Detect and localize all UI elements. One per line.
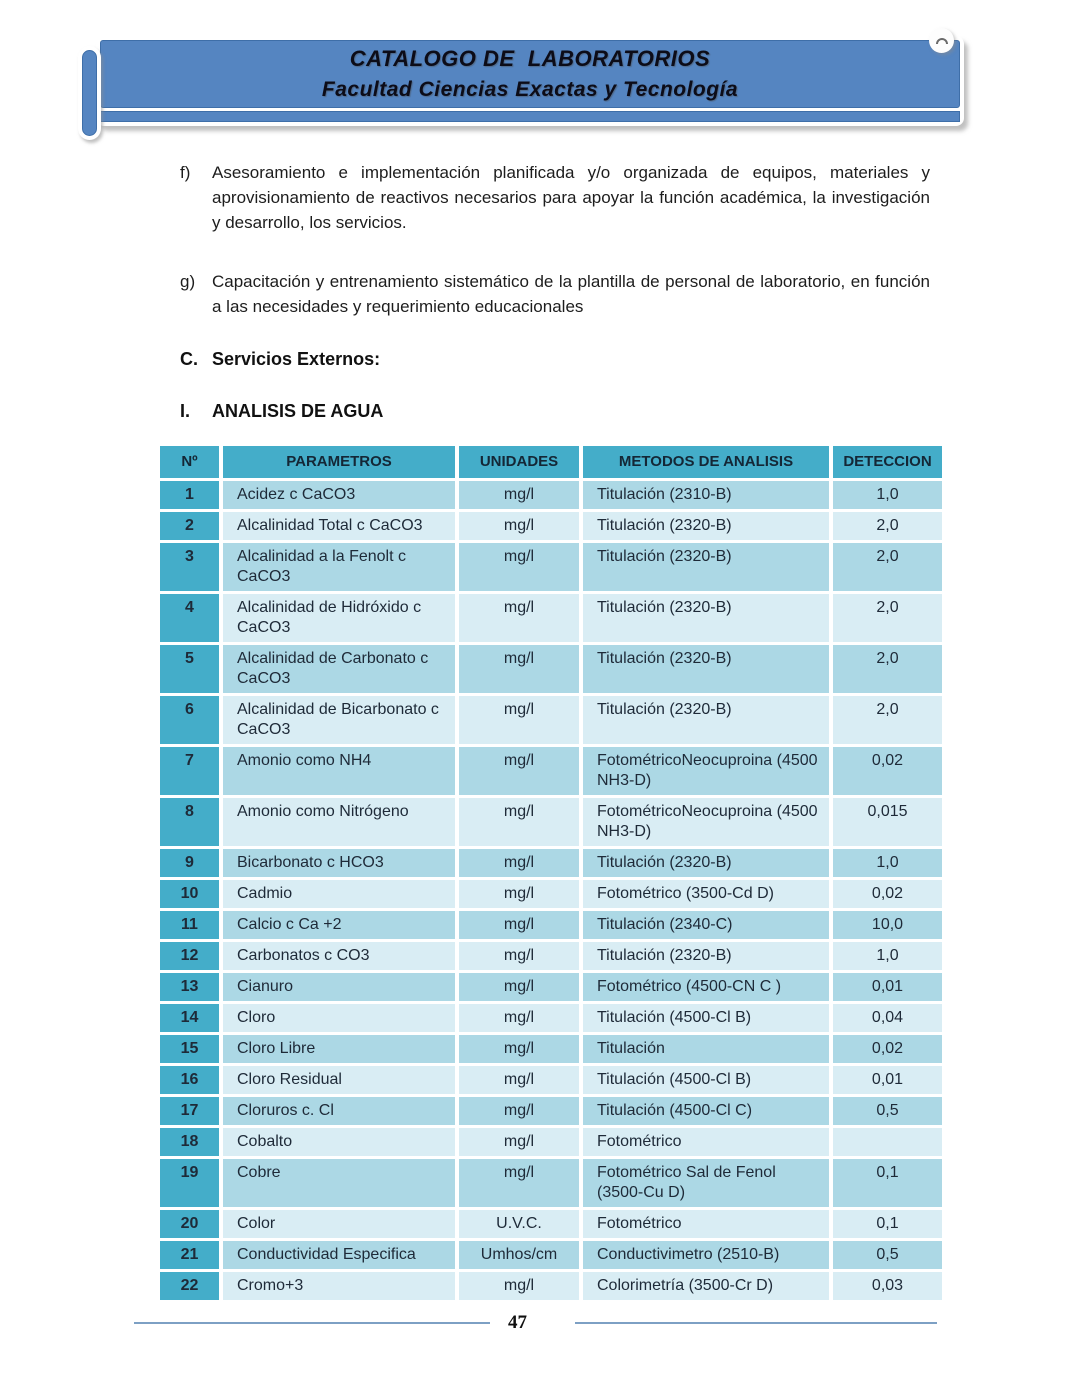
detection-cell: 2,0: [833, 594, 942, 642]
parameter-cell: Alcalinidad Total c CaCO3: [223, 512, 455, 540]
table-row: [160, 645, 942, 693]
unit-cell: mg/l: [459, 696, 579, 744]
method-cell: Colorimetría (3500-Cr D): [583, 1272, 829, 1300]
row-number-cell: 16: [160, 1066, 219, 1094]
method-cell: Titulación (4500-Cl B): [583, 1066, 829, 1094]
method-cell: Titulación (2320-B): [583, 696, 829, 744]
row-number-cell: 22: [160, 1272, 219, 1300]
unit-cell: Umhos/cm: [459, 1241, 579, 1269]
table-row: [160, 1035, 942, 1063]
unit-cell: mg/l: [459, 1272, 579, 1300]
detection-cell: [833, 1128, 942, 1156]
unit-cell: mg/l: [459, 880, 579, 908]
parameter-cell: Alcalinidad a la Fenolt c CaCO3: [223, 543, 455, 591]
row-number-cell: 20: [160, 1210, 219, 1238]
banner-scroll-shape: [96, 36, 964, 126]
row-number-cell: 3: [160, 543, 219, 591]
unit-cell: mg/l: [459, 1066, 579, 1094]
parameter-cell: Cloruros c. Cl: [223, 1097, 455, 1125]
parameter-cell: Bicarbonato c HCO3: [223, 849, 455, 877]
unit-cell: mg/l: [459, 911, 579, 939]
column-header-deteccion: DETECCION: [833, 446, 942, 478]
scroll-curl-icon: [929, 28, 954, 53]
detection-cell: 0,02: [833, 880, 942, 908]
heading-text-analisis: ANALISIS DE AGUA: [212, 401, 384, 421]
column-header-number: Nº: [160, 446, 219, 478]
banner-left-roll: [78, 46, 101, 140]
parameter-cell: Cloro Libre: [223, 1035, 455, 1063]
column-header-unidades: UNIDADES: [459, 446, 579, 478]
list-marker-g: g): [180, 272, 196, 291]
water-analysis-table: [156, 443, 946, 1303]
method-cell: Titulación (2320-B): [583, 594, 829, 642]
row-number-cell: 1: [160, 481, 219, 509]
detection-cell: 0,1: [833, 1159, 942, 1207]
parameter-cell: Amonio como Nitrógeno: [223, 798, 455, 846]
table-row: [160, 1241, 942, 1269]
parameter-cell: Alcalinidad de Bicarbonato c CaCO3: [223, 696, 455, 744]
parameter-cell: Amonio como NH4: [223, 747, 455, 795]
method-cell: Fotométrico Sal de Fenol (3500-Cu D): [583, 1159, 829, 1207]
detection-cell: 1,0: [833, 942, 942, 970]
row-number-cell: 8: [160, 798, 219, 846]
header-row: [160, 446, 942, 478]
paragraph-f-text: Asesoramiento e implementación planificada y/o organizada de equipos, materiales y aprovisionamiento de reactivos necesarios para apoyar la función académica, la investigación y desarrollo, los servicios.: [212, 163, 930, 232]
table-row: [160, 942, 942, 970]
method-cell: Titulación (2320-B): [583, 512, 829, 540]
parameter-cell: Cadmio: [223, 880, 455, 908]
parameter-cell: Cobre: [223, 1159, 455, 1207]
row-number-cell: 11: [160, 911, 219, 939]
row-number-cell: 13: [160, 973, 219, 1001]
paragraph-g: [180, 269, 930, 319]
parameter-cell: Cianuro: [223, 973, 455, 1001]
row-number-cell: 9: [160, 849, 219, 877]
parameter-cell: Conductividad Especifica: [223, 1241, 455, 1269]
unit-cell: mg/l: [459, 645, 579, 693]
table-row: [160, 1159, 942, 1207]
parameter-cell: Color: [223, 1210, 455, 1238]
banner-face: [100, 40, 960, 108]
method-cell: FotométricoNeocuproina (4500 NH3-D): [583, 798, 829, 846]
row-number-cell: 19: [160, 1159, 219, 1207]
row-number-cell: 5: [160, 645, 219, 693]
page-number: 47: [508, 1312, 527, 1333]
table-row: [160, 1004, 942, 1032]
detection-cell: 0,5: [833, 1097, 942, 1125]
unit-cell: mg/l: [459, 973, 579, 1001]
method-cell: Fotométrico: [583, 1210, 829, 1238]
row-number-cell: 4: [160, 594, 219, 642]
table-row: [160, 1097, 942, 1125]
method-cell: Titulación (2340-C): [583, 911, 829, 939]
footer-rule-right: [575, 1322, 937, 1324]
unit-cell: mg/l: [459, 481, 579, 509]
table-row: [160, 512, 942, 540]
parameter-cell: Acidez c CaCO3: [223, 481, 455, 509]
unit-cell: mg/l: [459, 1159, 579, 1207]
detection-cell: 0,015: [833, 798, 942, 846]
section-heading-analisis-de-agua: [180, 401, 930, 422]
method-cell: Fotométrico: [583, 1128, 829, 1156]
unit-cell: mg/l: [459, 849, 579, 877]
table-row: [160, 849, 942, 877]
unit-cell: mg/l: [459, 747, 579, 795]
table-row: [160, 1066, 942, 1094]
unit-cell: mg/l: [459, 1097, 579, 1125]
detection-cell: 0,03: [833, 1272, 942, 1300]
detection-cell: 0,01: [833, 973, 942, 1001]
unit-cell: mg/l: [459, 512, 579, 540]
parameter-cell: Cobalto: [223, 1128, 455, 1156]
method-cell: Fotométrico (4500-CN C ): [583, 973, 829, 1001]
page-content: [0, 138, 1071, 1303]
analysis-table-head: [160, 446, 942, 478]
unit-cell: mg/l: [459, 1035, 579, 1063]
detection-cell: 0,02: [833, 1035, 942, 1063]
row-number-cell: 15: [160, 1035, 219, 1063]
banner-left-roll-fill: [82, 50, 97, 136]
table-row: [160, 880, 942, 908]
paragraph-g-text: Capacitación y entrenamiento sistemático de la plantilla de personal de laboratorio, en función a las necesidades y requerimiento educacionales: [212, 272, 930, 316]
table-row: [160, 1272, 942, 1300]
detection-cell: 0,5: [833, 1241, 942, 1269]
parameter-cell: Alcalinidad de Hidróxido c CaCO3: [223, 594, 455, 642]
table-row: [160, 594, 942, 642]
detection-cell: 10,0: [833, 911, 942, 939]
table-row: [160, 543, 942, 591]
detection-cell: 0,1: [833, 1210, 942, 1238]
row-number-cell: 7: [160, 747, 219, 795]
method-cell: Titulación (2320-B): [583, 543, 829, 591]
faculty-subtitle: Facultad Ciencias Exactas y Tecnología: [321, 77, 739, 101]
table-row: [160, 798, 942, 846]
parameter-cell: Alcalinidad de Carbonato c CaCO3: [223, 645, 455, 693]
method-cell: Conductivimetro (2510-B): [583, 1241, 829, 1269]
column-header-parametros: PARAMETROS: [223, 446, 455, 478]
detection-cell: 0,02: [833, 747, 942, 795]
header-banner: [74, 28, 968, 138]
table-row: [160, 1128, 942, 1156]
table-row: [160, 911, 942, 939]
footer-rule-left: [134, 1322, 490, 1324]
method-cell: Titulación (2320-B): [583, 849, 829, 877]
method-cell: Titulación (2320-B): [583, 645, 829, 693]
parameter-cell: Calcio c Ca +2: [223, 911, 455, 939]
detection-cell: 0,04: [833, 1004, 942, 1032]
unit-cell: mg/l: [459, 543, 579, 591]
method-cell: Fotométrico (3500-Cd D): [583, 880, 829, 908]
table-row: [160, 747, 942, 795]
row-number-cell: 21: [160, 1241, 219, 1269]
analysis-table-body: [160, 481, 942, 1300]
row-number-cell: 14: [160, 1004, 219, 1032]
table-row: [160, 1210, 942, 1238]
page-footer: [0, 1308, 1071, 1338]
heading-marker-c: C.: [180, 349, 198, 369]
unit-cell: mg/l: [459, 1128, 579, 1156]
parameter-cell: Carbonatos c CO3: [223, 942, 455, 970]
unit-cell: mg/l: [459, 1004, 579, 1032]
table-row: [160, 973, 942, 1001]
row-number-cell: 12: [160, 942, 219, 970]
method-cell: Titulación (4500-Cl B): [583, 1004, 829, 1032]
row-number-cell: 10: [160, 880, 219, 908]
section-heading-servicios-externos: [180, 349, 930, 370]
unit-cell: mg/l: [459, 798, 579, 846]
method-cell: FotométricoNeocuproina (4500 NH3-D): [583, 747, 829, 795]
column-header-metodos: METODOS DE ANALISIS: [583, 446, 829, 478]
detection-cell: 0,01: [833, 1066, 942, 1094]
method-cell: Titulación: [583, 1035, 829, 1063]
parameter-cell: Cromo+3: [223, 1272, 455, 1300]
method-cell: Titulación (4500-Cl C): [583, 1097, 829, 1125]
parameter-cell: Cloro Residual: [223, 1066, 455, 1094]
banner-bottom-strip: [100, 111, 960, 122]
row-number-cell: 2: [160, 512, 219, 540]
table-row: [160, 481, 942, 509]
paragraph-f: [180, 160, 930, 235]
heading-text-servicios: Servicios Externos:: [212, 349, 381, 369]
detection-cell: 2,0: [833, 645, 942, 693]
catalog-title: CATALOGO DE LABORATORIOS: [349, 46, 711, 72]
row-number-cell: 6: [160, 696, 219, 744]
parameter-cell: Cloro: [223, 1004, 455, 1032]
detection-cell: 1,0: [833, 481, 942, 509]
detection-cell: 1,0: [833, 849, 942, 877]
unit-cell: U.V.C.: [459, 1210, 579, 1238]
method-cell: Titulación (2310-B): [583, 481, 829, 509]
row-number-cell: 17: [160, 1097, 219, 1125]
detection-cell: 2,0: [833, 696, 942, 744]
table-row: [160, 696, 942, 744]
unit-cell: mg/l: [459, 594, 579, 642]
unit-cell: mg/l: [459, 942, 579, 970]
method-cell: Titulación (2320-B): [583, 942, 829, 970]
row-number-cell: 18: [160, 1128, 219, 1156]
heading-marker-i: I.: [180, 401, 191, 421]
detection-cell: 2,0: [833, 512, 942, 540]
analysis-table-container: [156, 443, 1071, 1303]
detection-cell: 2,0: [833, 543, 942, 591]
list-marker-f: f): [180, 163, 191, 182]
